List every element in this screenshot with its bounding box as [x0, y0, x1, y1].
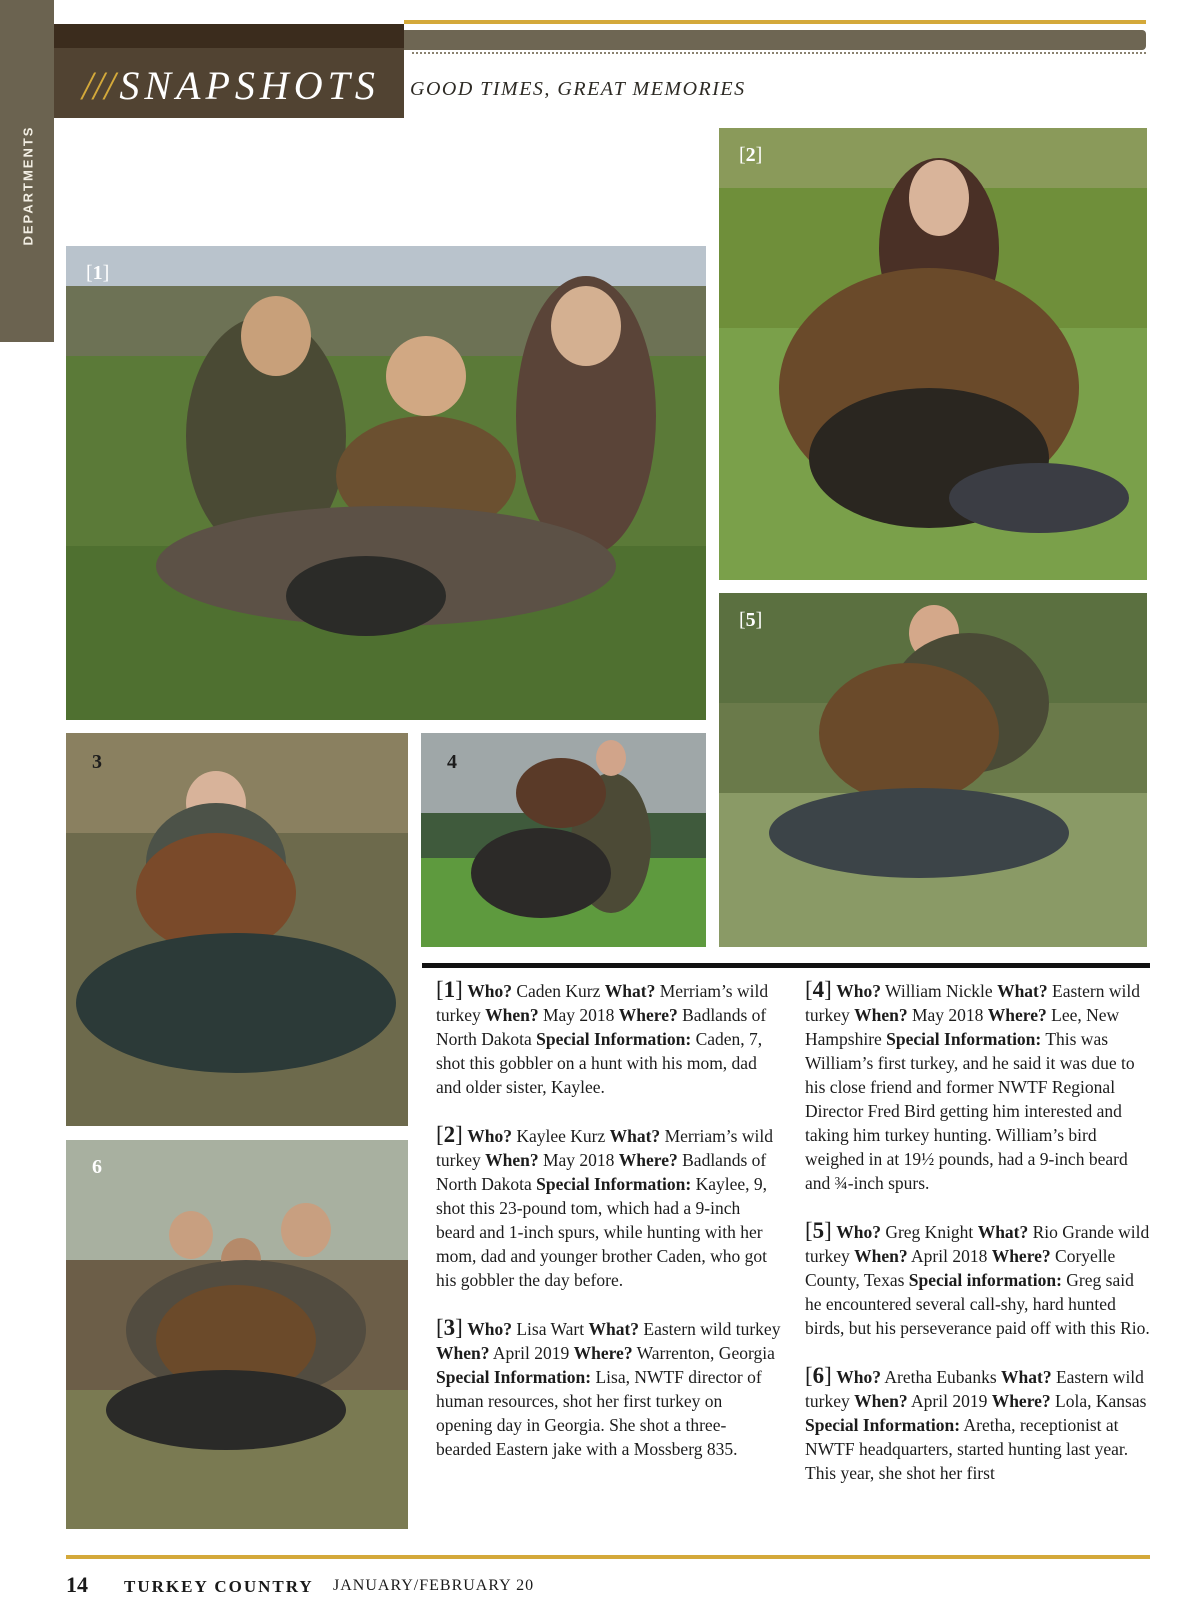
issue-date: JANUARY/FEBRUARY 20 — [333, 1577, 535, 1594]
title-slashes: /// — [82, 63, 116, 108]
title-text: SNAPSHOTS — [119, 63, 380, 108]
page-title — [82, 62, 380, 109]
photo-6-number: 6 — [92, 1156, 102, 1178]
caption-entry-6: [6] Who? Aretha Eubanks What? Eastern wild turkey When? April 2019 Where? Lola, Kansas Special Information: Aretha, receptionist at NWTF headquarters, started hunting last year. This year, she shot her first — [805, 1363, 1147, 1483]
side-tab — [0, 0, 54, 342]
entry-number: [6] — [805, 1363, 832, 1388]
photo-2 — [719, 128, 1147, 580]
dotted-rule — [412, 52, 1146, 54]
caption-rule — [422, 963, 1150, 968]
page-number: 14 — [66, 1572, 88, 1597]
olive-rule — [404, 30, 1146, 50]
photo-5 — [719, 593, 1147, 947]
page-subtitle: GOOD TIMES, GREAT MEMORIES — [410, 78, 746, 100]
magazine-name: TURKEY COUNTRY — [124, 1577, 314, 1596]
entry-number: [1] — [436, 977, 463, 1002]
caption-column-right — [805, 978, 1150, 1509]
caption-entry-1: [1] Who? Caden Kurz What? Merriam’s wild turkey When? May 2018 Where? Badlands of North Dakota Special Information: Caden, 7, shot this gobbler on a hunt with his mom, dad and older sister, Kaylee. — [436, 977, 769, 1097]
gold-rule-top — [404, 20, 1146, 24]
caption-entry-3: [3] Who? Lisa Wart What? Eastern wild turkey When? April 2019 Where? Warrenton, Georgia Special Information: Lisa, NWTF director of human resources, shot her first turkey on opening day in Georgia. She shot a three-bearded Eastern jake with a Mossberg 835. — [436, 1315, 781, 1459]
entry-number: [4] — [805, 977, 832, 1002]
photo-5-number: [5] — [739, 609, 763, 631]
photo-1 — [66, 246, 706, 720]
side-tab-label: DEPARTMENTS — [20, 125, 36, 246]
photo-4 — [421, 733, 706, 947]
entry-number: [3] — [436, 1315, 463, 1340]
caption-column-left — [436, 978, 781, 1485]
entry-number: [5] — [805, 1218, 832, 1243]
photo-2-number: [2] — [739, 144, 763, 166]
photo-3-number: 3 — [92, 751, 102, 773]
caption-entry-5: [5] Who? Greg Knight What? Rio Grande wild turkey When? April 2018 Where? Coryelle County, Texas Special information: Greg said he encountered several call-shy, hard hunted birds, but his perseverance paid off with this Rio. — [805, 1218, 1150, 1338]
photo-1-number: [1] — [86, 262, 110, 284]
entry-number: [2] — [436, 1122, 463, 1147]
photo-4-number: 4 — [447, 751, 457, 773]
photo-3 — [66, 733, 408, 1126]
footer-rule — [66, 1555, 1150, 1559]
photo-6 — [66, 1140, 408, 1529]
caption-entry-4: [4] Who? William Nickle What? Eastern wild turkey When? May 2018 Where? Lee, New Hampshire Special Information: This was William’s first turkey, and he said it was due to his close friend and former NWTF Regional Director Fred Bird getting him interested and taking him turkey hunting. William’s bird weighed in at 19½ pounds, had a 9-inch beard and ¾-inch spurs. — [805, 977, 1140, 1193]
caption-entry-2: [2] Who? Kaylee Kurz What? Merriam’s wild turkey When? May 2018 Where? Badlands of North Dakota Special Information: Kaylee, 9, shot this 23-pound tom, which had a 9-inch beard and 1-inch spurs, while hunting with her mom, dad and younger brother Caden, who got his gobbler the day before. — [436, 1122, 773, 1290]
